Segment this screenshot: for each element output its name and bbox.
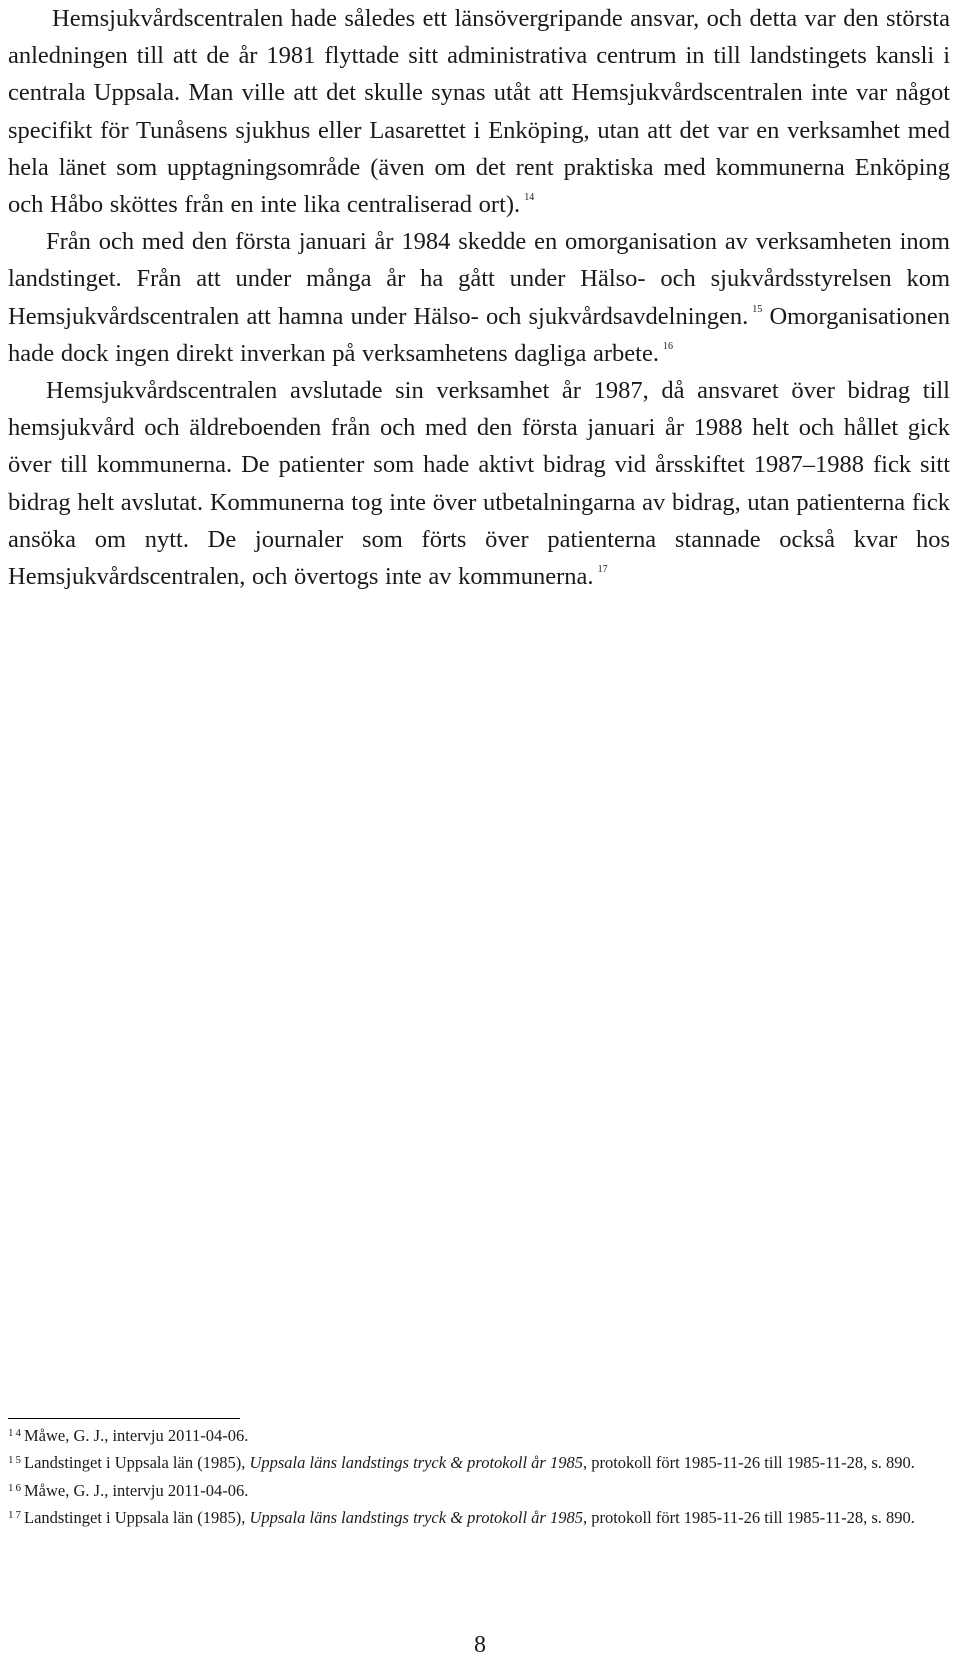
footnote-text: Landstinget i Uppsala län (1985), bbox=[24, 1508, 250, 1528]
paragraph-2 bbox=[8, 223, 950, 372]
paragraph-1-text: Hemsjukvårdscentralen hade således ett länsövergripande ansvar, och detta var den största anledningen till att de år 1981 flyttade sitt administrativa centrum in till landstingets kansli i centrala Uppsala. Man ville att det skulle synas utåt att Hemsjukvårdscentralen inte var något specifikt för Tunåsens sjukhus eller Lasarettet i Enköping, utan att det var en verksamhet med hela länet som upptagningsområde (även om det rent praktiska med kommunerna Enköping och Håbo sköttes från en inte lika centraliserad ort). bbox=[8, 5, 950, 219]
footnote-number: 16 bbox=[8, 1481, 23, 1494]
paragraph-3 bbox=[8, 372, 950, 595]
footnote-text: Landstinget i Uppsala län (1985), bbox=[24, 1453, 250, 1473]
page-number: 8 bbox=[474, 1632, 486, 1658]
footnote-ref-16[interactable]: 16 bbox=[662, 340, 673, 352]
footnote-ref-17[interactable]: 17 bbox=[597, 564, 608, 576]
body-text bbox=[8, 0, 950, 595]
footnote-number: 14 bbox=[8, 1427, 23, 1439]
footnote-text-end: , protokoll fört 1985-11-26 till 1985-11-28, s. 890. bbox=[582, 1453, 915, 1473]
footnote-number: 17 bbox=[8, 1509, 23, 1522]
footnote-text: Måwe, G. J., intervju 2011-04-06. bbox=[24, 1426, 249, 1445]
footnote-number: 15 bbox=[8, 1454, 23, 1467]
paragraph-2-text-b: Omorganisationen hade dock ingen direkt inverkan på verksamhetens dagliga arbete. bbox=[8, 302, 950, 367]
footnote-17 bbox=[8, 1503, 950, 1530]
paragraph-3-text: Hemsjukvårdscentralen avslutade sin verksamhet år 1987, då ansvaret över bidrag till hemsjukvård och äldreboenden från och med den första januari år 1988 helt och hållet gick över till kommunerna. De patienter som hade aktivt bidrag vid årsskiftet 1987–1988 fick sitt bidrag helt avslutat. Kommunerna tog inte över utbetalningarna av bidrag, utan patienterna fick ansöka om nytt. De journaler som förts över patienterna stannade också kvar hos Hemsjukvårdscentralen, och övertogs inte av kommunerna. bbox=[8, 377, 950, 591]
footnote-source-title: Uppsala läns landstings tryck & protokoll år 1985 bbox=[249, 1453, 583, 1473]
footnote-source-title: Uppsala läns landstings tryck & protokoll år 1985 bbox=[249, 1508, 583, 1528]
footnote-16 bbox=[8, 1476, 950, 1503]
paragraph-2-text-a: Från och med den första januari år 1984 skedde en omorganisation av verksamheten inom landstinget. Från att under många år ha gått under Hälso- och sjukvårdsstyrelsen kom Hemsjukvårdscentralen att hamna under Hälso- och sjukvårdsavdelningen. bbox=[8, 228, 950, 330]
footnote-15 bbox=[8, 1448, 950, 1475]
paragraph-1 bbox=[8, 0, 950, 223]
footnote-text: Måwe, G. J., intervju 2011-04-06. bbox=[24, 1480, 249, 1500]
footnote-divider bbox=[8, 1418, 240, 1419]
footnote-ref-15[interactable]: 15 bbox=[752, 303, 763, 315]
footnotes bbox=[8, 1421, 950, 1531]
footnote-14 bbox=[8, 1421, 950, 1448]
footnote-ref-14[interactable]: 14 bbox=[524, 192, 535, 204]
footnote-text-end: , protokoll fört 1985-11-26 till 1985-11-28, s. 890. bbox=[582, 1508, 915, 1528]
